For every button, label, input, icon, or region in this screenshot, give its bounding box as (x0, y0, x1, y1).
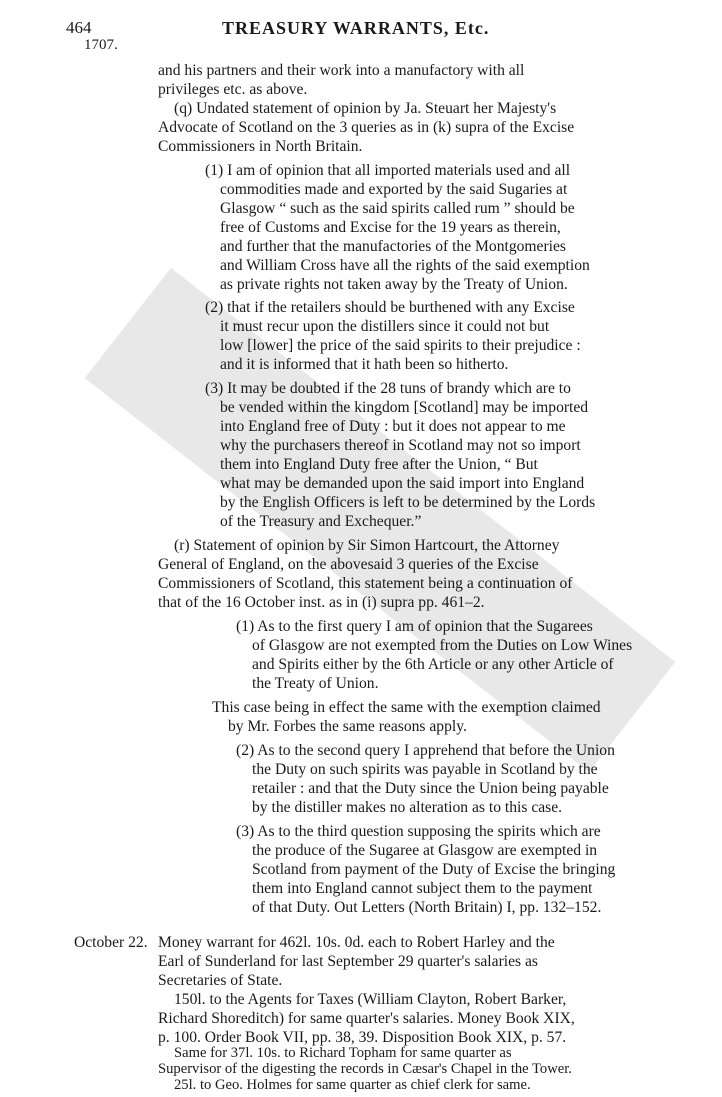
text-line: Money warrant for 462l. 10s. 0d. each to Robert Harley and the (158, 934, 555, 951)
text-line: them into England cannot subject them to the payment (252, 880, 593, 897)
text-line: (2) As to the second query I apprehend that before the Union (236, 742, 615, 759)
text-line: (1) I am of opinion that all imported materials used and all (205, 162, 571, 179)
text-line: (r) Statement of opinion by Sir Simon Hartcourt, the Attorney (174, 537, 560, 554)
text-line: and further that the manufactories of the Montgomeries (220, 238, 566, 255)
text-line: General of England, on the abovesaid 3 queries of the Excise (158, 556, 539, 573)
text-line: as private rights not taken away by the Treaty of Union. (220, 276, 568, 293)
text-line: the Duty on such spirits was payable in Scotland by the (252, 761, 598, 778)
text-line: Commissioners in North Britain. (158, 138, 363, 155)
text-line: why the purchasers thereof in Scotland may not so import (220, 437, 581, 454)
running-title: TREASURY WARRANTS, Etc. (222, 18, 490, 38)
text-line: p. 100. Order Book VII, pp. 38, 39. Disposition Book XIX, p. 57. (158, 1029, 567, 1046)
text-line: by Mr. Forbes the same reasons apply. (228, 718, 467, 735)
text-line: Supervisor of the digesting the records in Cæsar's Chapel in the Tower. (158, 1061, 572, 1077)
text-line: by the distiller makes no alteration as to this case. (252, 799, 563, 816)
text-line: the produce of the Sugaree at Glasgow are exempted in (252, 842, 598, 859)
text-line: Commissioners of Scotland, this statement being a continuation of (158, 575, 573, 592)
text-line: (1) As to the first query I am of opinion that the Sugarees (236, 618, 593, 635)
text-line: them into England Duty free after the Union, “ But (220, 456, 538, 473)
text-line: privileges etc. as above. (158, 81, 308, 98)
page-number: 464 (66, 18, 92, 37)
text-line: Glasgow “ such as the said spirits called rum ” should be (220, 200, 575, 217)
text-line: Secretaries of State. (158, 972, 283, 989)
text-line: 25l. to Geo. Holmes for same quarter as chief clerk for same. (174, 1077, 531, 1093)
text-line: and his partners and their work into a manufactory with all (158, 62, 525, 79)
text-line: the Treaty of Union. (252, 675, 379, 692)
text-line: Same for 37l. 10s. to Richard Topham for same quarter as (174, 1045, 512, 1061)
text-line: free of Customs and Excise for the 19 years as therein, (220, 219, 561, 236)
text-line: it must recur upon the distillers since it could not but (220, 318, 550, 335)
text-line: by the English Officers is left to be determined by the Lords (220, 494, 596, 511)
text-line: that of the 16 October inst. as in (i) supra pp. 461–2. (158, 594, 485, 611)
text-line: 150l. to the Agents for Taxes (William Clayton, Robert Barker, (174, 991, 567, 1008)
text-line: (q) Undated statement of opinion by Ja. Steuart her Majesty's (174, 100, 557, 117)
text-line: of that Duty. Out Letters (North Britain) I, pp. 132–152. (252, 899, 602, 916)
text-line: and William Cross have all the rights of the said exemption (220, 257, 590, 274)
text-line: be vended within the kingdom [Scotland] may be imported (220, 399, 589, 416)
text-line: into England free of Duty : but it does not appear to me (220, 418, 566, 435)
text-line: (3) It may be doubted if the 28 tuns of brandy which are to (205, 380, 571, 397)
text-line: what may be demanded upon the said import into England (220, 475, 585, 492)
text-line: This case being in effect the same with the exemption claimed (212, 699, 601, 716)
text-line: of Glasgow are not exempted from the Duties on Low Wines (252, 637, 633, 654)
text-line: of the Treasury and Exchequer.” (220, 513, 422, 530)
text-line: Scotland from payment of the Duty of Excise the bringing (252, 861, 616, 878)
text-line: low [lower] the price of the said spirits to their prejudice : (220, 337, 581, 354)
text-line: and it is informed that it hath been so hitherto. (220, 356, 509, 373)
text-line: commodities made and exported by the said Sugaries at (220, 181, 568, 198)
text-line: Earl of Sunderland for last September 29 quarter's salaries as (158, 953, 538, 970)
text-line: (2) that if the retailers should be burthened with any Excise (205, 299, 575, 316)
year-marginal: 1707. (84, 37, 118, 53)
text-line: Richard Shoreditch) for same quarter's salaries. Money Book XIX, (158, 1010, 575, 1027)
text-line: Advocate of Scotland on the 3 queries as in (k) supra of the Excise (158, 119, 575, 136)
text-line: and Spirits either by the 6th Article or any other Article of (252, 656, 614, 673)
text-line: (3) As to the third question supposing the spirits which are (236, 823, 601, 840)
text-line: retailer : and that the Duty since the Union being payable (252, 780, 609, 797)
margin-date: October 22. (74, 934, 148, 951)
